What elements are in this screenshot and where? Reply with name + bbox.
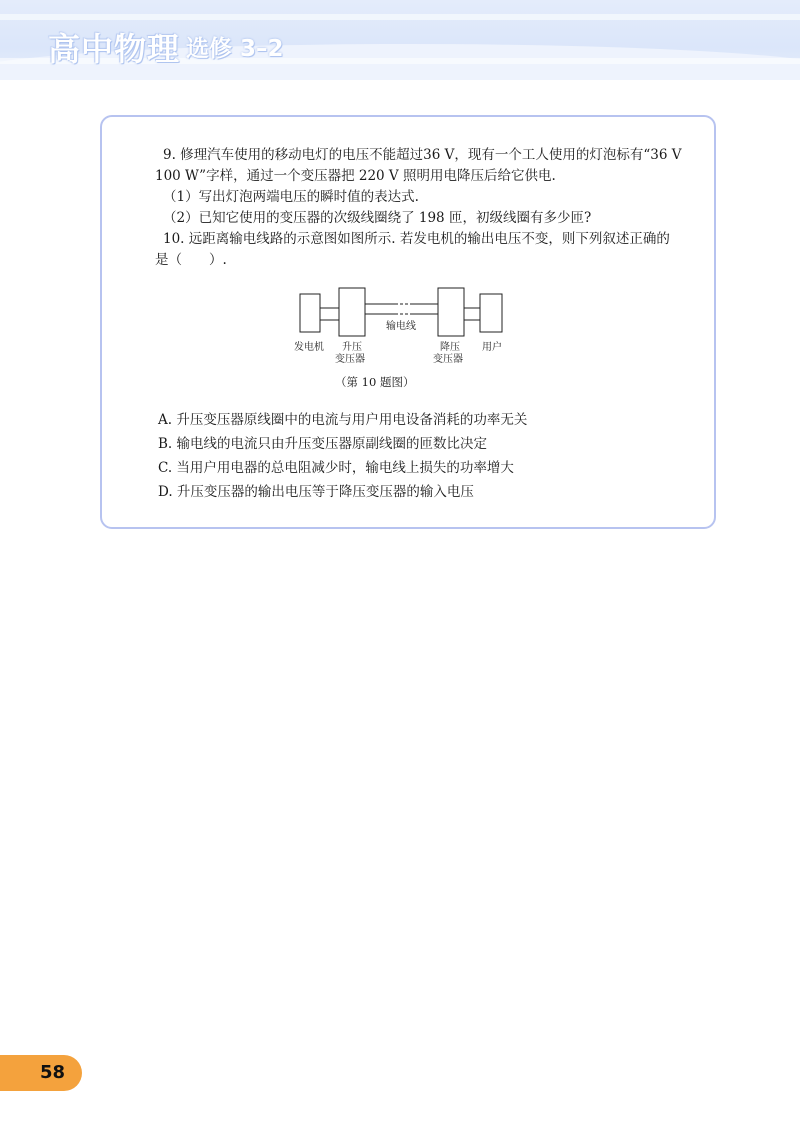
generator-label: 发电机: [294, 342, 324, 353]
option-a: A. 升压变压器原线圈中的电流与用户用电设备消耗的功率无关: [158, 412, 528, 428]
user-label: 用户: [482, 342, 502, 353]
option-d: D. 升压变压器的输出电压等于降压变压器的输入电压: [158, 484, 474, 500]
step-up-label-1: 升压: [342, 342, 362, 353]
step-up-transformer-box: [339, 288, 365, 336]
problem-9-part-2: （2）已知它使用的变压器的次级线圈绕了 198 匝，初级线圈有多少匝?: [163, 210, 592, 226]
figure-caption: （第 10 题图）: [335, 375, 415, 389]
page-header: [0, 0, 800, 80]
transmission-line-label: 输电线: [386, 321, 416, 332]
problem-9-part-1: （1）写出灯泡两端电压的瞬时值的表达式.: [163, 189, 419, 205]
step-down-label-1: 降压: [440, 342, 460, 353]
problem-10-line-2: 是（ ）.: [155, 252, 227, 268]
book-subtitle: 选修 3–2: [186, 36, 284, 62]
option-b: B. 输电线的电流只由升压变压器原副线圈的匝数比决定: [158, 436, 488, 452]
answer-options: [158, 408, 527, 504]
header-stripe: [0, 14, 800, 20]
book-title: 高中物理: [48, 30, 181, 68]
problem-10-line-1: 10. 远距离输电线路的示意图如图所示. 若发电机的输出电压不变，则下列叙述正确的: [163, 231, 670, 247]
step-down-transformer-box: [438, 288, 464, 336]
step-down-label-2: 变压器: [433, 354, 463, 365]
user-box: [480, 294, 502, 332]
generator-box: [300, 294, 320, 332]
exercise-text: [155, 145, 695, 271]
option-c: C. 当用户用电器的总电阻减少时，输电线上损失的功率增大: [158, 460, 514, 476]
problem-9-line-2: 100 W”字样，通过一个变压器把 220 V 照明用电降压后给它供电.: [155, 168, 556, 184]
problem-9-line-1: 9. 修理汽车使用的移动电灯的电压不能超过36 V，现有一个工人使用的灯泡标有“36 V: [163, 147, 682, 163]
page-number: 58: [40, 1062, 66, 1083]
step-up-label-2: 变压器: [335, 354, 365, 365]
